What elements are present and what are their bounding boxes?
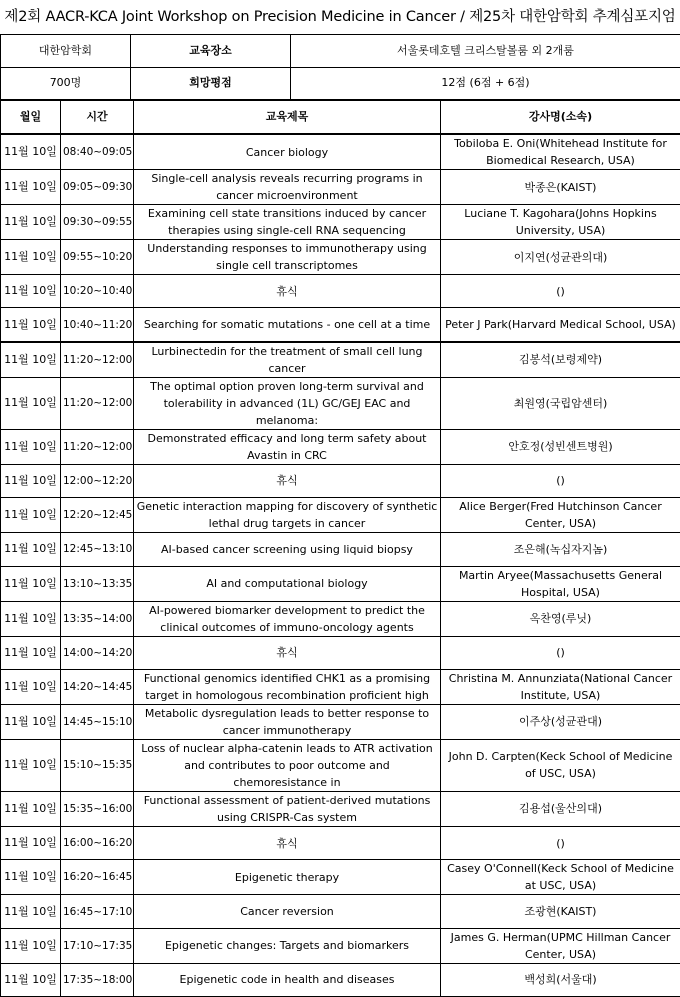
topic-cell: Metabolic dysregulation leads to better response to cancer immunotherapy [134,704,441,739]
table-row [1,275,680,308]
date-cell: 11월 10일 [1,895,61,928]
time-cell: 14:45~15:10 [61,704,134,739]
time-cell: 16:00~16:20 [61,826,134,859]
time-cell: 09:55~10:20 [61,240,134,275]
topic-cell: Cancer reversion [134,895,441,928]
info-table [0,34,680,100]
date-cell: 11월 10일 [1,134,61,170]
speaker-cell: Casey O'Connell(Keck School of Medicine at USC, USA) [441,860,680,895]
table-row [1,464,680,497]
speaker-cell: 최원영(국립암센터) [441,377,680,429]
speaker-cell: 김봉석(보령제약) [441,342,680,378]
table-row [1,134,680,170]
speaker-cell: () [441,464,680,497]
points-value: 12점 (6점 + 6점) [291,67,680,100]
topic-cell: 휴식 [134,826,441,859]
date-cell: 11월 10일 [1,601,61,636]
date-cell: 11월 10일 [1,205,61,240]
table-row [1,791,680,826]
date-cell: 11월 10일 [1,240,61,275]
table-row [1,377,680,429]
date-cell: 11월 10일 [1,826,61,859]
topic-cell: 휴식 [134,636,441,669]
time-cell: 11:20~12:00 [61,429,134,464]
topic-cell: AI-based cancer screening using liquid biopsy [134,533,441,566]
topic-cell: AI and computational biology [134,566,441,601]
column-header-time: 시간 [61,101,134,135]
date-cell: 11월 10일 [1,704,61,739]
speaker-cell: Martin Aryee(Massachusetts General Hospital, USA) [441,566,680,601]
table-row [1,240,680,275]
date-cell: 11월 10일 [1,963,61,996]
speaker-cell: 조광현(KAIST) [441,895,680,928]
points-label: 희망평점 [131,67,291,100]
time-cell: 12:45~13:10 [61,533,134,566]
speaker-cell: 안호정(성빈센트병원) [441,429,680,464]
date-cell: 11월 10일 [1,739,61,791]
date-cell: 11월 10일 [1,636,61,669]
topic-cell: AI-powered biomarker development to predict the clinical outcomes of immuno-oncology agents [134,601,441,636]
time-cell: 10:40~11:20 [61,308,134,342]
time-cell: 12:20~12:45 [61,498,134,533]
speaker-cell: () [441,636,680,669]
topic-cell: The optimal option proven long-term survival and tolerability in advanced (1L) GC/GEJ EAC and melanoma: [134,377,441,429]
date-cell: 11월 10일 [1,308,61,342]
speaker-cell: () [441,826,680,859]
speaker-cell: Tobiloba E. Oni(Whitehead Institute for Biomedical Research, USA) [441,134,680,170]
topic-cell: Lurbinectedin for the treatment of small cell lung cancer [134,342,441,378]
date-cell: 11월 10일 [1,566,61,601]
date-cell: 11월 10일 [1,464,61,497]
topic-cell: Genetic interaction mapping for discovery of synthetic lethal drug targets in cancer [134,498,441,533]
speaker-cell: () [441,275,680,308]
table-row [1,205,680,240]
date-cell: 11월 10일 [1,377,61,429]
speaker-cell: James G. Herman(UPMC Hillman Cancer Center, USA) [441,928,680,963]
time-cell: 15:10~15:35 [61,739,134,791]
date-cell: 11월 10일 [1,860,61,895]
speaker-cell: 백성희(서울대) [441,963,680,996]
speaker-cell: Christina M. Annunziata(National Cancer Institute, USA) [441,669,680,704]
time-cell: 14:20~14:45 [61,669,134,704]
table-row [1,636,680,669]
time-cell: 08:40~09:05 [61,134,134,170]
speaker-cell: Peter J Park(Harvard Medical School, USA) [441,308,680,342]
table-row [1,826,680,859]
time-cell: 12:00~12:20 [61,464,134,497]
table-row [1,704,680,739]
venue-label: 교육장소 [131,35,291,68]
topic-cell: Cancer biology [134,134,441,170]
speaker-cell: 이지연(성균관의대) [441,240,680,275]
topic-cell: Examining cell state transitions induced by cancer therapies using single-cell RNA sequencing [134,205,441,240]
date-cell: 11월 10일 [1,669,61,704]
table-row [1,308,680,342]
topic-cell: Searching for somatic mutations - one cell at a time [134,308,441,342]
time-cell: 11:20~12:00 [61,342,134,378]
speaker-cell: 이주상(성균관대) [441,704,680,739]
table-row [1,739,680,791]
organizer-cell: 대한암학회 [1,35,131,68]
table-row [1,498,680,533]
topic-cell: Functional assessment of patient-derived mutations using CRISPR-Cas system [134,791,441,826]
topic-cell: Loss of nuclear alpha-catenin leads to ATR activation and contributes to poor outcome and chemoresistance in [134,739,441,791]
time-cell: 13:10~13:35 [61,566,134,601]
table-row [1,533,680,566]
table-row [1,895,680,928]
time-cell: 17:35~18:00 [61,963,134,996]
table-row [1,928,680,963]
schedule-header-row [1,101,680,135]
table-row [1,669,680,704]
topic-cell: Epigenetic code in health and diseases [134,963,441,996]
date-cell: 11월 10일 [1,170,61,205]
topic-cell: Single-cell analysis reveals recurring programs in cancer microenvironment [134,170,441,205]
topic-cell: Epigenetic therapy [134,860,441,895]
table-row [1,963,680,996]
table-row [1,601,680,636]
speaker-cell: 김용섭(울산의대) [441,791,680,826]
table-row [1,170,680,205]
info-row-points [1,67,680,100]
date-cell: 11월 10일 [1,498,61,533]
time-cell: 16:20~16:45 [61,860,134,895]
speaker-cell: John D. Carpten(Keck School of Medicine of USC, USA) [441,739,680,791]
speaker-cell: Alice Berger(Fred Hutchinson Cancer Center, USA) [441,498,680,533]
date-cell: 11월 10일 [1,533,61,566]
time-cell: 16:45~17:10 [61,895,134,928]
schedule-rows [1,134,680,997]
speaker-cell: 조은해(녹십자지놈) [441,533,680,566]
date-cell: 11월 10일 [1,791,61,826]
venue-value: 서울롯데호텔 크리스탈볼룸 외 2개룸 [291,35,680,68]
time-cell: 15:35~16:00 [61,791,134,826]
table-row [1,429,680,464]
topic-cell: Epigenetic changes: Targets and biomarkers [134,928,441,963]
topic-cell: Demonstrated efficacy and long term safety about Avastin in CRC [134,429,441,464]
table-row [1,342,680,378]
date-cell: 11월 10일 [1,275,61,308]
time-cell: 14:00~14:20 [61,636,134,669]
capacity-cell: 700명 [1,67,131,100]
speaker-cell: 옥찬영(루닛) [441,601,680,636]
topic-cell: 휴식 [134,275,441,308]
time-cell: 10:20~10:40 [61,275,134,308]
date-cell: 11월 10일 [1,928,61,963]
column-header-date: 월일 [1,101,61,135]
time-cell: 17:10~17:35 [61,928,134,963]
column-header-speaker: 강사명(소속) [441,101,680,135]
table-row [1,860,680,895]
column-header-title: 교육제목 [134,101,441,135]
table-row [1,566,680,601]
topic-cell: Understanding responses to immunotherapy using single cell transcriptomes [134,240,441,275]
speaker-cell: Luciane T. Kagohara(Johns Hopkins University, USA) [441,205,680,240]
date-cell: 11월 10일 [1,342,61,378]
speaker-cell: 박종은(KAIST) [441,170,680,205]
time-cell: 11:20~12:00 [61,377,134,429]
topic-cell: 휴식 [134,464,441,497]
schedule-table [0,100,680,997]
info-row-venue [1,35,680,68]
time-cell: 09:30~09:55 [61,205,134,240]
time-cell: 13:35~14:00 [61,601,134,636]
date-cell: 11월 10일 [1,429,61,464]
page-title: 제2회 AACR-KCA Joint Workshop on Precision Medicine in Cancer / 제25차 대한암학회 추계심포지엄 [0,0,680,34]
time-cell: 09:05~09:30 [61,170,134,205]
topic-cell: Functional genomics identified CHK1 as a promising target in homologous recombination proficient high [134,669,441,704]
